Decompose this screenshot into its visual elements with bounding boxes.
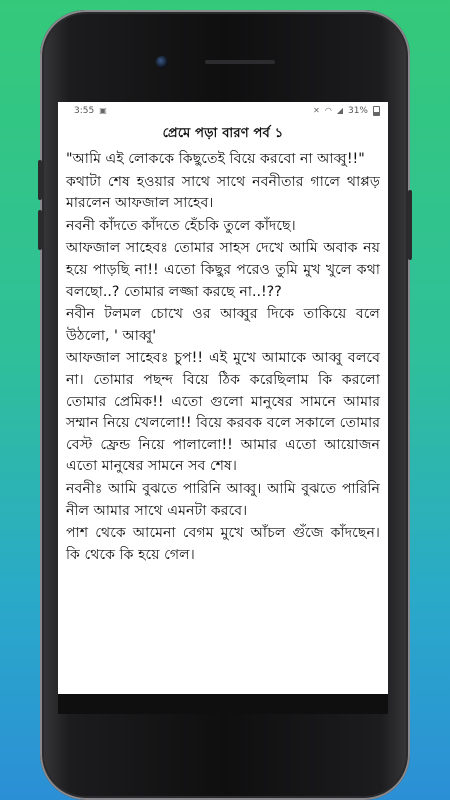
battery-percent: 31% <box>347 105 368 116</box>
story-paragraph: নবনীঃ আমি বুঝতে পারিনি আব্বু। আমি বুঝতে পারিনি নীল আমার সাথে এমনটা করবে। <box>66 480 380 519</box>
story-paragraph: "আমি এই লোককে কিছুতেই বিয়ে করবো না আব্বু!!" <box>66 151 365 167</box>
battery-icon <box>373 106 380 116</box>
story-content[interactable] <box>58 149 388 566</box>
status-time: 3:55 <box>74 105 95 116</box>
volume-down-button <box>38 210 42 250</box>
front-camera-icon <box>156 56 168 68</box>
image-notification-icon: ▣ <box>99 106 107 115</box>
signal-icon: ◢ <box>336 106 343 115</box>
app-screen <box>58 102 388 694</box>
power-button <box>408 190 412 260</box>
wifi-icon: ◠ <box>324 106 332 115</box>
story-paragraph: কথাটা শেষ হওয়ার সাথে সাথে নবনীতার গালে থাপ্পড় মারলেন আফজাল সাহেব। <box>66 173 380 212</box>
story-paragraph: আফজাল সাহেবঃ চুপ!! এই মুখে আমাকে আব্বু বলবে না। তোমার পছন্দ বিয়ে ঠিক করেছিলাম কি করলো তোমার প্রেমিক!! এতো গুলো মানুষের সামনে আমার সম্মান নিয়ে খেললো!! বিয়ে করবক বলে সকালে তোমার বেস্ট ফ্রেন্ড নিয়ে পালালো!! আমার এতো আয়োজন এতো মানুষের সামনে সব শেষ। <box>66 350 380 475</box>
story-paragraph: পাশ থেকে আমেনা বেগম মুখে আঁচল গুঁজে কাঁদছেন। কি থেকে কি হয়ে গেল। <box>66 525 380 563</box>
volume-up-button <box>38 160 42 200</box>
mute-icon: ✕ <box>313 106 320 115</box>
story-paragraph: আফজাল সাহেবঃ তোমার সাহস দেখে আমি অবাক নয় হয়ে পাড়ছি না!! এতো কিছুর পরেও তুমি মুখ খুলে কথা বলছো..? তোমার লজ্জা করছে না..!?? <box>66 240 380 300</box>
earpiece-speaker <box>205 60 275 64</box>
bottom-bezel <box>58 694 388 714</box>
story-paragraph: নবনী কাঁদতে কাঁদতে হেঁচকি তুলে কাঁদছে। <box>66 217 296 234</box>
story-paragraph: নবীন টলমল চোখে ওর আব্বুর দিকে তাকিয়ে বলে উঠলো, ' আব্বু' <box>66 306 380 344</box>
status-bar <box>58 102 388 119</box>
page-title: প্রেমে পড়া বারণ পর্ব ১ <box>162 125 284 141</box>
